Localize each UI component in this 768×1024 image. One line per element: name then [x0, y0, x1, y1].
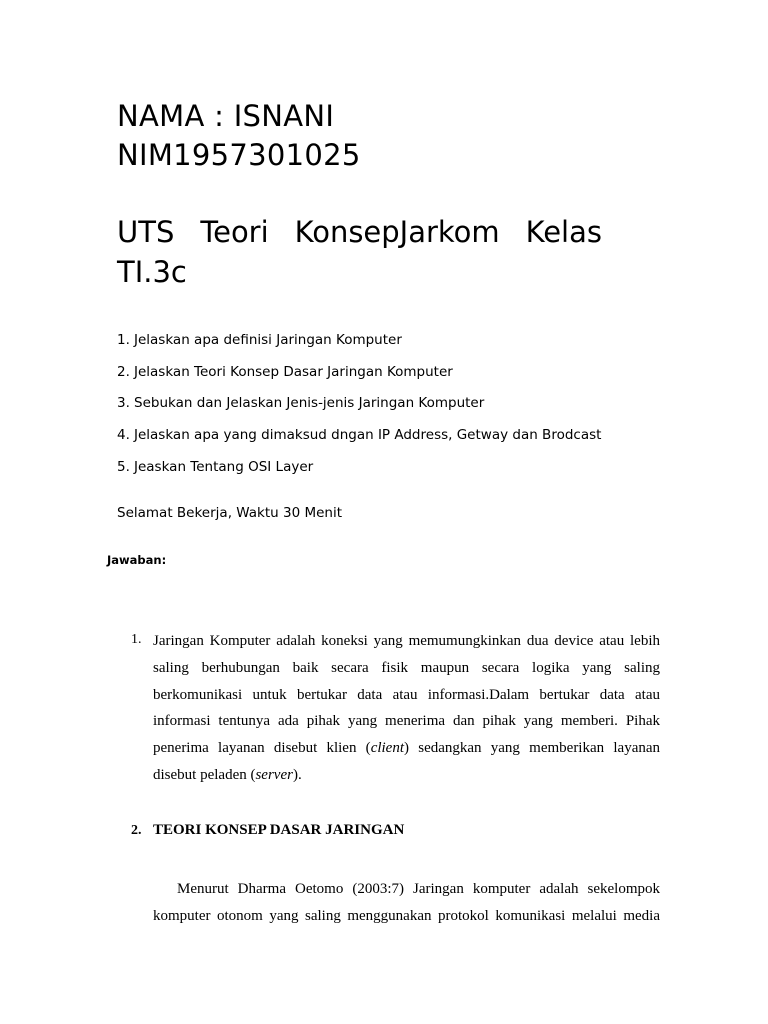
question-number: 4. [117, 427, 130, 444]
question-item [117, 457, 677, 489]
paragraph-line: berkomunikasi untuk bertukar data atau informasi.Dalam bertukar data atau [153, 686, 660, 703]
question-text: Jeaskan Tentang OSI Layer [134, 458, 314, 475]
closing-note: Selamat Bekerja, Waktu 30 Menit [117, 505, 343, 521]
text-run: disebut peladen ( [153, 766, 256, 783]
paragraph-line: informasi tentunya ada pihak yang menerima dan pihak yang memberi. Pihak [153, 713, 660, 730]
question-number: 2. [117, 363, 130, 380]
answers-heading: Jawaban: [107, 553, 167, 567]
paragraph-line: saling berhubungan baik secara fisik maupun secara logika yang saling [153, 659, 660, 676]
exam-title-word: KonsepJarkom [294, 215, 500, 249]
exam-title-line-2: TI.3c [117, 255, 187, 289]
question-number: 3. [117, 395, 130, 412]
section-2-number: 2. [131, 823, 142, 838]
italic-term-server: server [255, 766, 293, 783]
student-nim-line: NIM1957301025 [117, 138, 361, 172]
question-item [117, 362, 677, 394]
paragraph-line: Jaringan Komputer adalah koneksi yang memumungkinkan dua device atau lebih [153, 633, 660, 649]
paragraph-line [153, 735, 660, 762]
exam-title-line-1 [117, 215, 602, 249]
section-2-heading: TEORI KONSEP DASAR JARINGAN [153, 822, 405, 838]
question-item [117, 330, 677, 362]
question-list [117, 330, 677, 488]
answer-1-paragraph [153, 628, 660, 789]
question-item [117, 393, 677, 425]
paragraph-line: komputer otonom yang saling menggunakan protokol komunikasi melalui media [153, 908, 660, 924]
question-text: Jelaskan Teori Konsep Dasar Jaringan Komputer [134, 363, 453, 380]
question-text: Jelaskan apa definisi Jaringan Komputer [134, 332, 402, 348]
paragraph-line: Menurut Dharma Oetomo (2003:7) Jaringan komputer adalah sekelompok [177, 881, 660, 897]
student-name-line: NAMA : ISNANI [117, 99, 335, 133]
italic-term-client: client [370, 740, 405, 757]
text-run: ). [292, 766, 302, 783]
paragraph-line [153, 762, 660, 789]
answer-1-number: 1. [131, 632, 142, 647]
text-run: penerima layanan disebut klien ( [153, 740, 371, 757]
question-text: Jelaskan apa yang dimaksud dngan IP Address, Getway dan Brodcast [134, 427, 602, 444]
exam-title-word: Teori [200, 215, 269, 249]
section-2-paragraph [153, 876, 660, 930]
exam-title-word: Kelas [525, 215, 602, 249]
exam-title-word: UTS [117, 215, 175, 249]
question-item [117, 425, 677, 457]
text-run: ) sedangkan yang memberikan layanan [404, 740, 661, 757]
question-number: 5. [117, 458, 130, 475]
question-number: 1. [117, 332, 130, 348]
question-text: Sebukan dan Jelaskan Jenis-jenis Jaringan Komputer [134, 395, 485, 412]
